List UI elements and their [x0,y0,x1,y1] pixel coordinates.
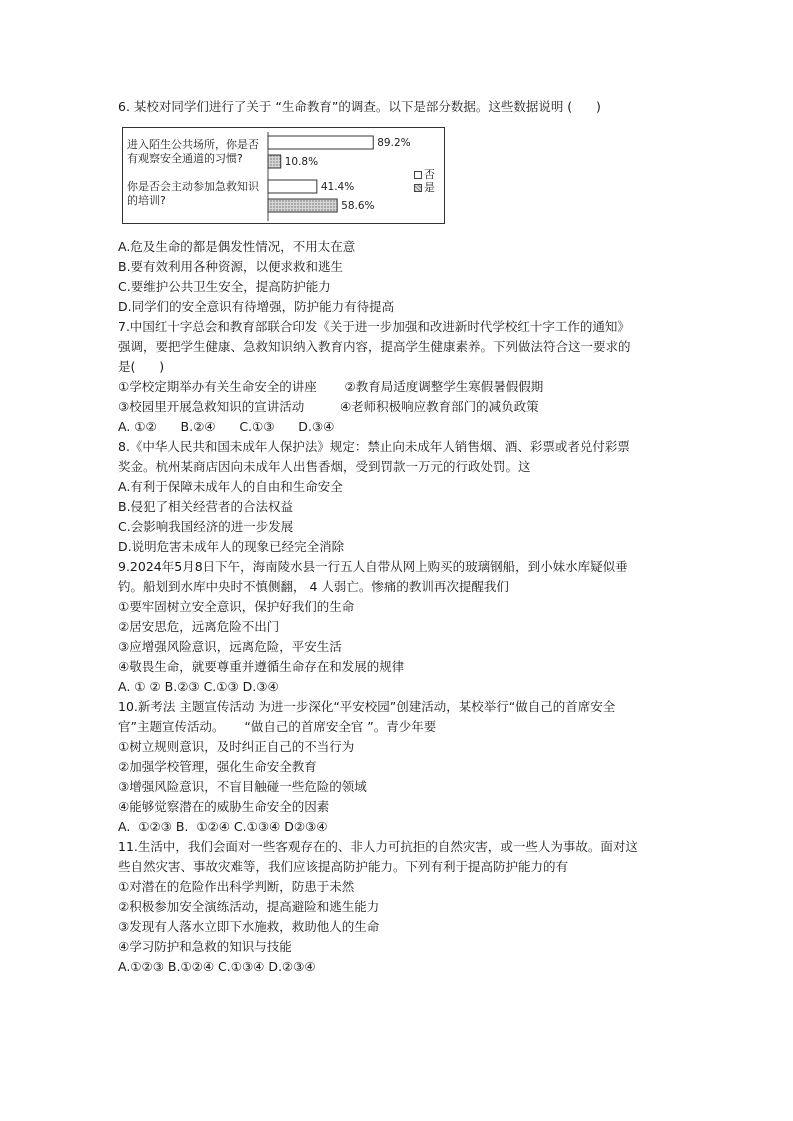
q10-item: ④能够觉察潜在的威胁生命安全的因素 [118,799,330,814]
q10-item: ②加强学校管理，强化生命安全教育 [118,759,317,774]
q9-item: ④敬畏生命，就要尊重并遵循生命存在和发展的规律 [118,659,405,674]
legend-item-no [414,168,435,181]
q9-stem: 钓。船划到水库中央时不慎侧翻， 4 人弱亡。惨痛的教训再次提醒我们 [118,579,509,594]
q9-choices: A. ① ② B.②③ C.①③ D.③④ [118,679,279,694]
q10-item: ③增强风险意识，不盲目触碰一些危险的领域 [118,779,367,794]
q6-option-a: A.危及生命的都是偶发性情况，不用太在意 [118,239,356,254]
q11-item: ③发现有人落水立即下水施救，救助他人的生命 [118,919,380,934]
q10-stem: 官”主题宣传活动。 “做自己的首席安全官 ”。青少年要 [118,719,437,734]
legend-label: 是 [424,181,435,194]
bar-no-q1 [268,136,373,149]
legend-item-yes [414,181,435,194]
q7-choices: A. ①② B.②④ C.①③ D.③④ [118,419,335,434]
q8-stem: 8.《中华人民共和国未成年人保护法》规定：禁止向未成年人销售烟、酒、彩票或者兑付彩票 [118,439,630,454]
q7-item: ①学校定期举办有关生命安全的讲座 ②教育局适度调整学生寒假暑假假期 [118,379,544,394]
q9-stem: 9.2024年5月8日下午，海南陵水县一行五人自带从网上购买的玻璃钢船，到小妹水库疑似垂 [118,559,628,574]
q8-option-d: D.说明危害未成年人的现象已经完全消除 [118,539,345,554]
q10-item: ①树立规则意识，及时纠正自己的不当行为 [118,739,355,754]
q10-choices: A. ①②③ B. ①②④ C.①③④ D②③④ [118,819,328,834]
bar-yes-q1 [268,155,281,168]
q7-stem: 7.中国红十字总会和教育部联合印发《关于进一步加强和改进新时代学校红十字工作的通知》 [118,319,630,334]
q11-item: ②积极参加安全演练活动，提高避险和逃生能力 [118,899,380,914]
bar-value-label: 10.8% [284,156,319,168]
q6-option-d: D.同学们的安全意识有待增强，防护能力有待提高 [118,299,395,314]
q8-option-a: A.有利于保障未成年人的自由和生命安全 [118,479,343,494]
q11-item: ①对潜在的危险作出科学判断，防患于未然 [118,879,355,894]
legend-swatch-no [414,171,422,179]
legend-swatch-yes [414,184,422,192]
chart-category-label: 你是否会主动参加急救知识 [127,180,259,193]
bar-value-label: 58.6% [341,200,375,212]
bar-yes-q2 [268,199,337,212]
q7-stem: 强调，要把学生健康、急救知识纳入教育内容，提高学生健康素养。下列做法符合这一要求的 [118,339,631,354]
bar-value-label: 41.4% [320,181,355,193]
q6-option-b: B.要有效利用各种资源，以便求救和逃生 [118,259,344,274]
q10-stem: 10.新考法 主题宣传活动 为进一步深化“平安校园”创建活动，某校举行“做自己的首席安全 [118,699,616,714]
q9-item: ②居安思危，远离危险不出门 [118,619,280,634]
q9-item: ①要牢固树立安全意识，保护好我们的生命 [118,599,355,614]
q11-stem: 些自然灾害、事故灾难等，我们应该提高防护能力。下列有利于提高防护能力的有 [118,859,569,874]
q7-stem: 是( ) [118,359,165,374]
survey-bar-chart [122,127,445,224]
q11-choices: A.①②③ B.①②④ C.①③④ D.②③④ [118,959,316,974]
chart-category-label: 有观察安全通道的习惯? [127,152,243,165]
q8-option-c: C.会影响我国经济的进一步发展 [118,519,294,534]
q9-item: ③应增强风险意识，远离危险，平安生活 [118,639,342,654]
chart-category-label: 的培训? [127,194,166,207]
bar-no-q2 [268,180,317,193]
q11-stem: 11.生活中，我们会面对一些客观存在的、非人力可抗拒的自然灾害，或一些人为事故。面对这 [118,839,638,854]
q8-stem: 奖金。杭州某商店因向未成年人出售香烟，受到罚款一万元的行政处罚。这 [118,459,531,474]
q11-item: ④学习防护和急救的知识与技能 [118,939,292,954]
q6-stem: 6. 某校对同学们进行了关于 “生命教育”的调查。以下是部分数据。这些数据说明 ( ) [118,99,601,114]
chart-legend [414,168,435,194]
q8-option-b: B.侵犯了相关经营者的合法权益 [118,499,294,514]
q7-item: ③校园里开展急救知识的宣讲活动 ④老师积极响应教育部门的减负政策 [118,399,539,414]
chart-category-label: 进入陌生公共场所，你是否 [127,138,259,151]
q6-option-c: C.要维护公共卫生安全，提高防护能力 [118,279,331,294]
bar-value-label: 89.2% [377,137,411,149]
legend-label: 否 [424,168,435,181]
